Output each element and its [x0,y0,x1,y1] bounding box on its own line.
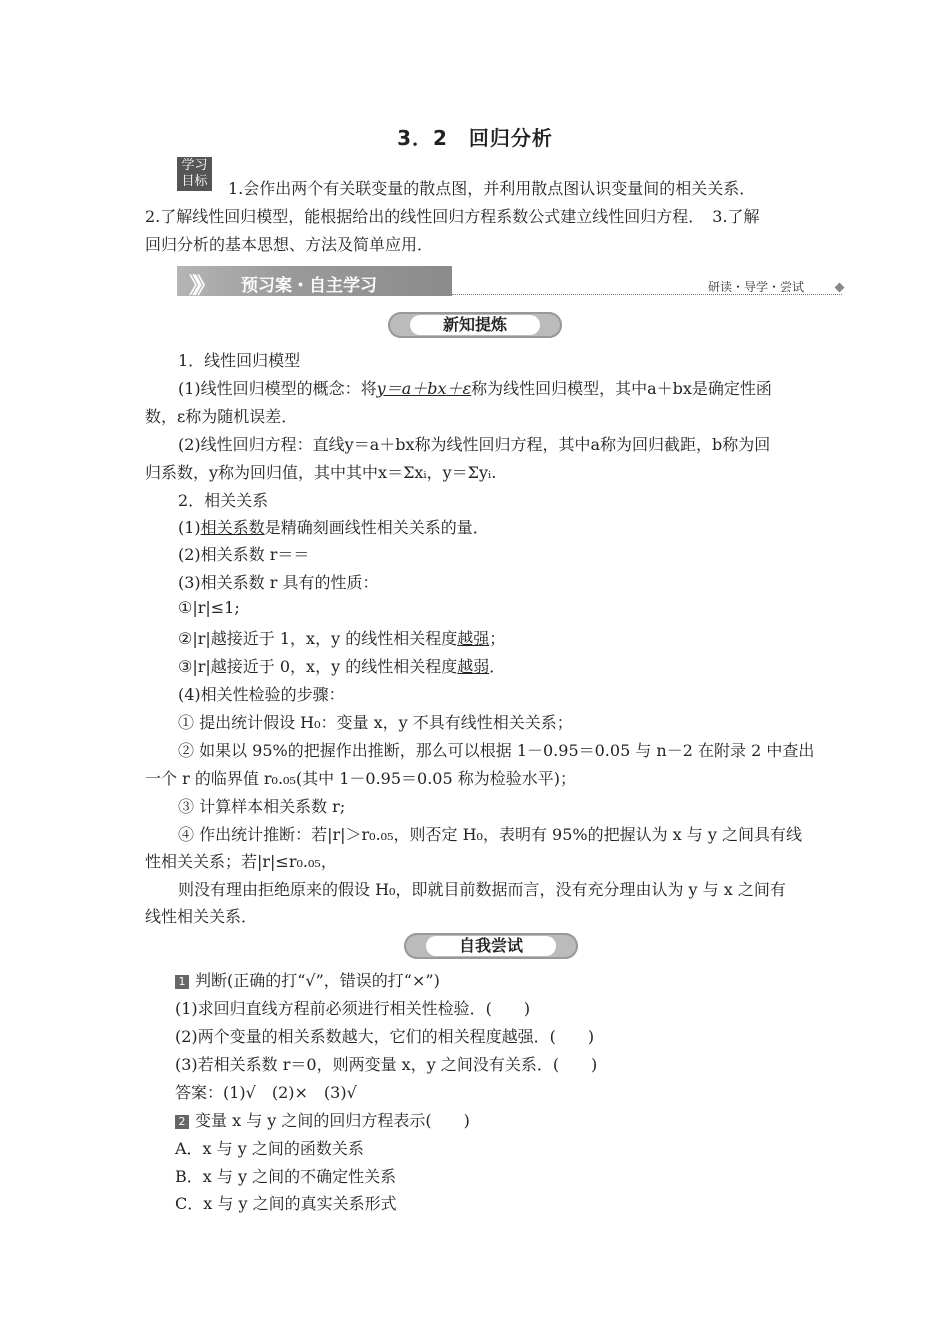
underlined-term: 相关系数 [200,518,265,537]
banner-subtitle: 研读・导学・尝试 [708,280,805,294]
section-banner [177,266,452,299]
objectives-badge [177,157,212,191]
step-4: ④ 作出统计推断：若|r|＞r₀.₀₅，则否定 H₀，表明有 95%的把握认为 x 与 y 之间具有线 [178,825,803,844]
banner-label: 预习案・自主学习 [241,276,377,296]
property-1: ①|r|≤1; [178,598,240,617]
text: 称为线性回归模型，其中a＋bx是确定性函 [471,379,772,398]
paragraph-model-concept [178,376,772,399]
objective-line-1: 1.会作出两个有关联变量的散点图，并利用散点图认识变量间的相关关系． [228,179,756,198]
section-heading-label: 自我尝试 [426,936,556,956]
badge-bottom: 目标 [181,174,208,189]
question-1 [175,968,440,991]
answer-1: 答案：(1)√ (2)× (3)√ [175,1083,357,1102]
question-number-icon: 1 [175,975,189,989]
conclusion: 则没有理由拒绝原来的假设 H₀，即就目前数据而言，没有充分理由认为 y 与 x 之间有 [178,880,786,899]
option-a: A．x 与 y 之间的函数关系 [175,1139,364,1158]
paragraph-r3: (3)相关系数 r 具有的性质： [178,573,379,592]
question-number-icon: 2 [175,1115,189,1129]
question-1c: (3)若相关系数 r＝0，则两变量 x，y 之间没有关系．( ) [175,1055,598,1074]
step-3: ③ 计算样本相关系数 r; [178,797,346,816]
section-heading-xinzhi [388,312,562,338]
paragraph-regression-eq-2: 归系数，y称为回归值，其中其中x＝Σxᵢ，y＝Σyᵢ. [145,463,497,482]
paragraph-regression-eq: (2)线性回归方程：直线y＝a＋bx称为线性回归方程，其中a称为回归截距，b称为回 [178,435,771,454]
paragraph-r4: (4)相关性检验的步骤： [178,685,345,704]
option-c: C．x 与 y 之间的真实关系形式 [175,1194,397,1213]
chevron-icon: 》》 [189,273,211,299]
question-1b: (2)两个变量的相关系数越大，它们的相关程度越强．( ) [175,1027,595,1046]
objective-line-3: 回归分析的基本思想、方法及简单应用． [145,235,434,254]
formula: y＝a＋bx＋ε [376,379,472,398]
step-2: ② 如果以 95%的把握作出推断，那么可以根据 1－0.95＝0.05 与 n－2 在附录 2 中查出 [178,741,815,760]
paragraph-model-concept-2: 数，ε称为随机误差． [145,407,298,426]
conclusion-cont: 线性相关关系． [145,907,258,926]
diamond-icon [835,283,845,293]
text: ②|r|越接近于 1，x，y 的线性相关程度 [178,629,458,648]
underlined-term: 越弱 [457,657,490,676]
text: ③|r|越接近于 0，x，y 的线性相关程度 [178,657,458,676]
paragraph-r2: (2)相关系数 r＝＝ [178,545,310,564]
section-heading-ziwo [404,933,578,959]
option-b: B．x 与 y 之间的不确定性关系 [175,1167,397,1186]
property-3 [178,654,505,677]
underlined-term: 越强 [457,629,490,648]
step-2-cont: 一个 r 的临界值 r₀.₀₅(其中 1－0.95＝0.05 称为检验水平)； [145,769,576,788]
question-text: 变量 x 与 y 之间的回归方程表示( ) [195,1111,470,1130]
paragraph-r1 [178,515,489,538]
step-1: ① 提出统计假设 H₀：变量 x，y 不具有线性相关关系； [178,713,573,732]
heading-correlation: 2．相关关系 [178,491,269,510]
text: 是精确刻画线性相关关系的量． [264,518,489,537]
heading-linear-model: 1．线性回归模型 [178,351,301,370]
text: ； [489,629,506,648]
question-2 [175,1108,470,1131]
text: (1) [178,518,201,537]
question-1a: (1)求回归直线方程前必须进行相关性检验．( ) [175,999,531,1018]
text: ． [489,657,506,676]
objective-line-2: 2.了解线性回归模型，能根据给出的线性回归方程系数公式建立线性回归方程． 3.了解 [145,207,760,226]
text: (1)线性回归模型的概念：将 [178,379,377,398]
page-title: 3．2 回归分析 [397,126,553,150]
badge-top: 学习 [181,158,208,173]
section-heading-label: 新知提炼 [410,315,540,335]
question-text: 判断(正确的打“√”，错误的打“×”) [195,971,440,990]
property-2 [178,626,505,649]
step-4-cont: 性相关关系；若|r|≤r₀.₀₅， [145,852,337,871]
